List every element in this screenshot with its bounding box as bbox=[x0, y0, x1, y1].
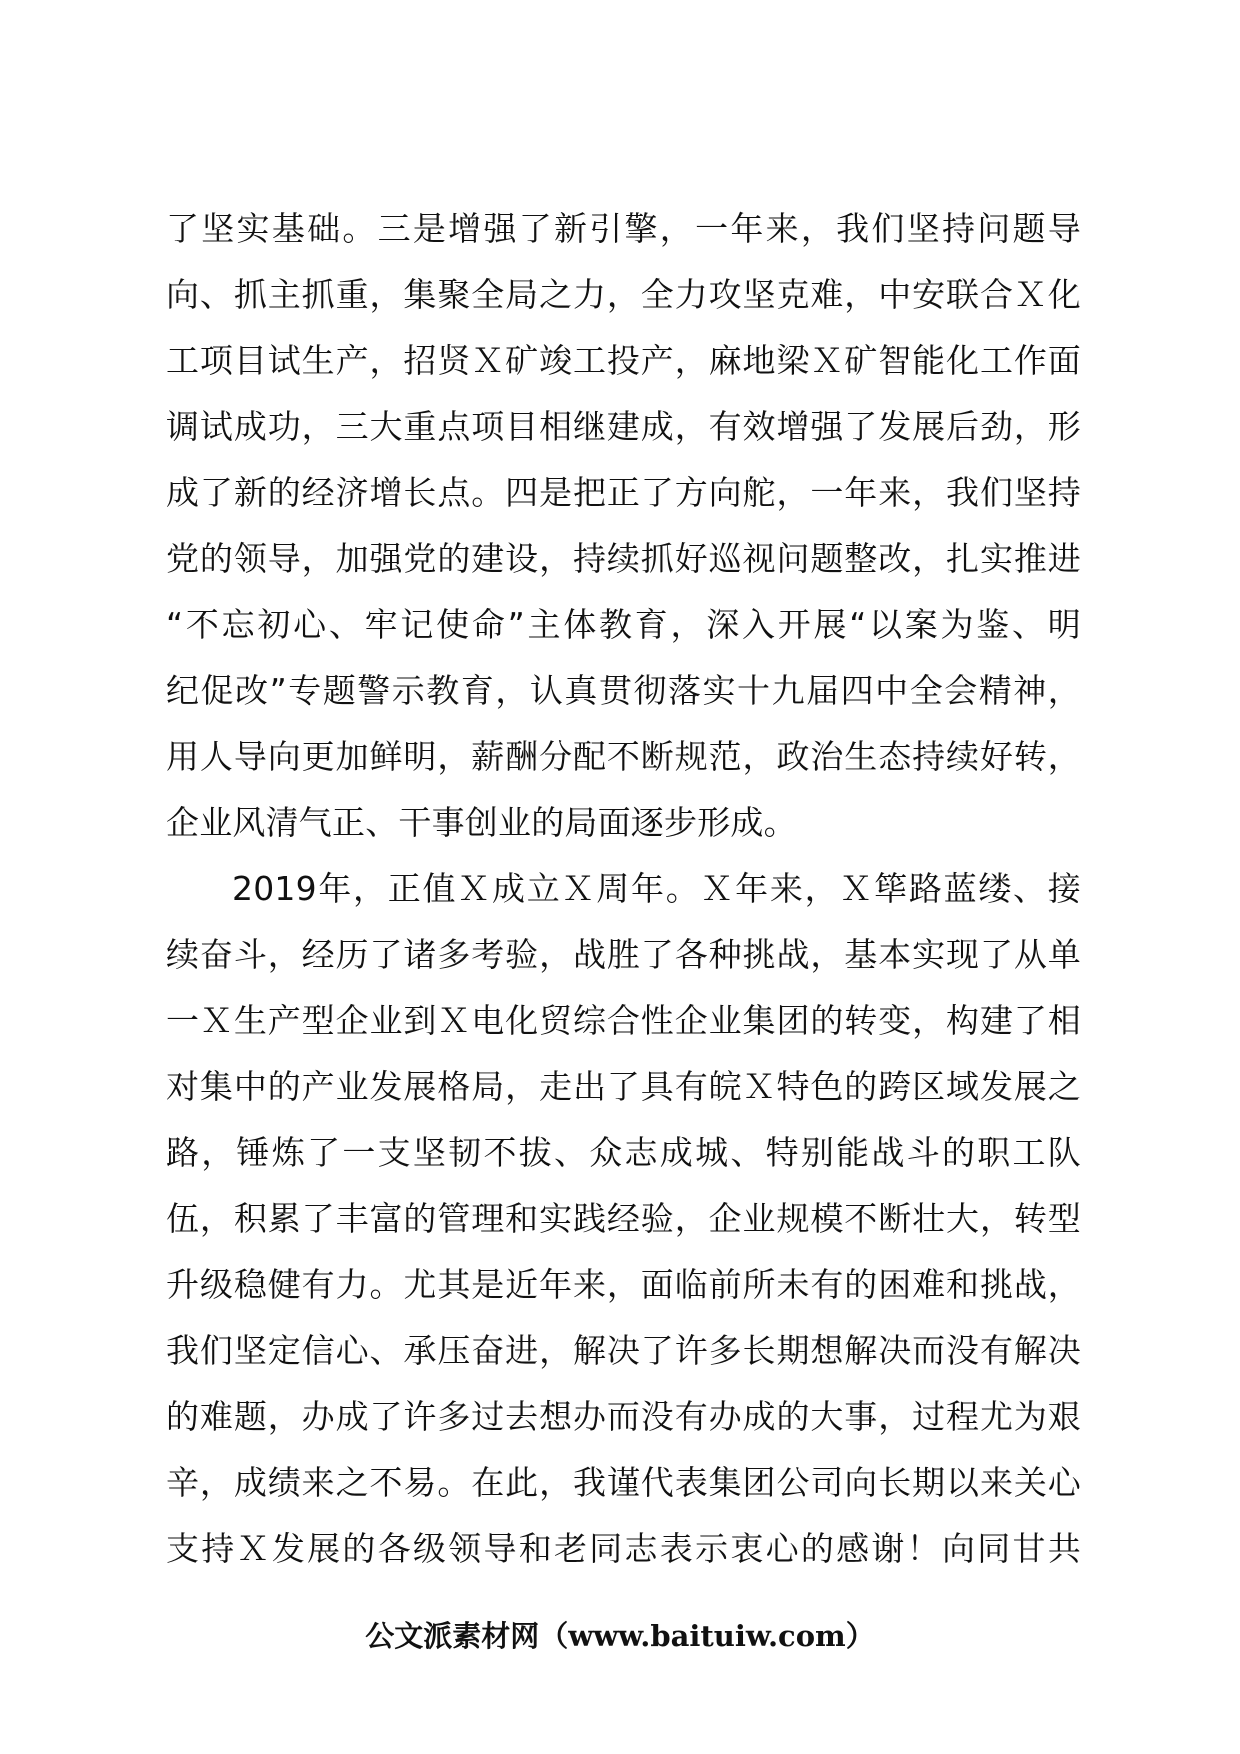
text-line: 支持Ｘ发展的各级领导和老同志表示衷心的感谢！向同甘共 bbox=[166, 1529, 1081, 1568]
text-line: 对集中的产业发展格局，走出了具有皖Ｘ特色的跨区域发展之 bbox=[166, 1067, 1081, 1106]
text-line: 辛，成绩来之不易。在此，我谨代表集团公司向长期以来关心 bbox=[166, 1463, 1081, 1502]
text-line: 成了新的经济增长点。四是把正了方向舵，一年来，我们坚持 bbox=[166, 473, 1081, 512]
text-line: 伍，积累了丰富的管理和实践经验，企业规模不断壮大，转型 bbox=[166, 1199, 1081, 1238]
footer-watermark: 公文派素材网（www.baituiw.com） bbox=[365, 1619, 875, 1653]
text-line: 升级稳健有力。尤其是近年来，面临前所未有的困难和挑战， bbox=[166, 1265, 1081, 1304]
text-line: 了坚实基础。三是增强了新引擎，一年来，我们坚持问题导 bbox=[166, 209, 1081, 248]
text-line: 党的领导，加强党的建设，持续抓好巡视问题整改，扎实推进 bbox=[166, 539, 1081, 578]
text-line: 工项目试生产，招贤Ｘ矿竣工投产，麻地梁Ｘ矿智能化工作面 bbox=[166, 341, 1081, 380]
text-line: 续奋斗，经历了诸多考验，战胜了各种挑战，基本实现了从单 bbox=[166, 935, 1081, 974]
text-line: 纪促改”专题警示教育，认真贯彻落实十九届四中全会精神， bbox=[166, 671, 1081, 710]
text-line: 向、抓主抓重，集聚全局之力，全力攻坚克难，中安联合Ｘ化 bbox=[166, 275, 1081, 314]
paragraph-first-line: 2019年，正值Ｘ成立Ｘ周年。Ｘ年来，Ｘ筚路蓝缕、接 bbox=[232, 869, 1081, 908]
text-line: 路，锤炼了一支坚韧不拔、众志成城、特别能战斗的职工队 bbox=[166, 1133, 1081, 1172]
paragraph-end-line: 企业风清气正、干事创业的局面逐步形成。 bbox=[166, 803, 797, 842]
text-line: 我们坚定信心、承压奋进，解决了许多长期想解决而没有解决 bbox=[166, 1331, 1081, 1370]
text-line: “不忘初心、牢记使命”主体教育，深入开展“以案为鉴、明 bbox=[166, 605, 1081, 644]
text-line: 的难题，办成了许多过去想办而没有办成的大事，过程尤为艰 bbox=[166, 1397, 1081, 1436]
text-line: 一Ｘ生产型企业到Ｘ电化贸综合性企业集团的转变，构建了相 bbox=[166, 1001, 1081, 1040]
text-line: 调试成功，三大重点项目相继建成，有效增强了发展后劲，形 bbox=[166, 407, 1081, 446]
text-line: 用人导向更加鲜明，薪酬分配不断规范，政治生态持续好转， bbox=[166, 737, 1081, 776]
document-body bbox=[166, 196, 1081, 1582]
